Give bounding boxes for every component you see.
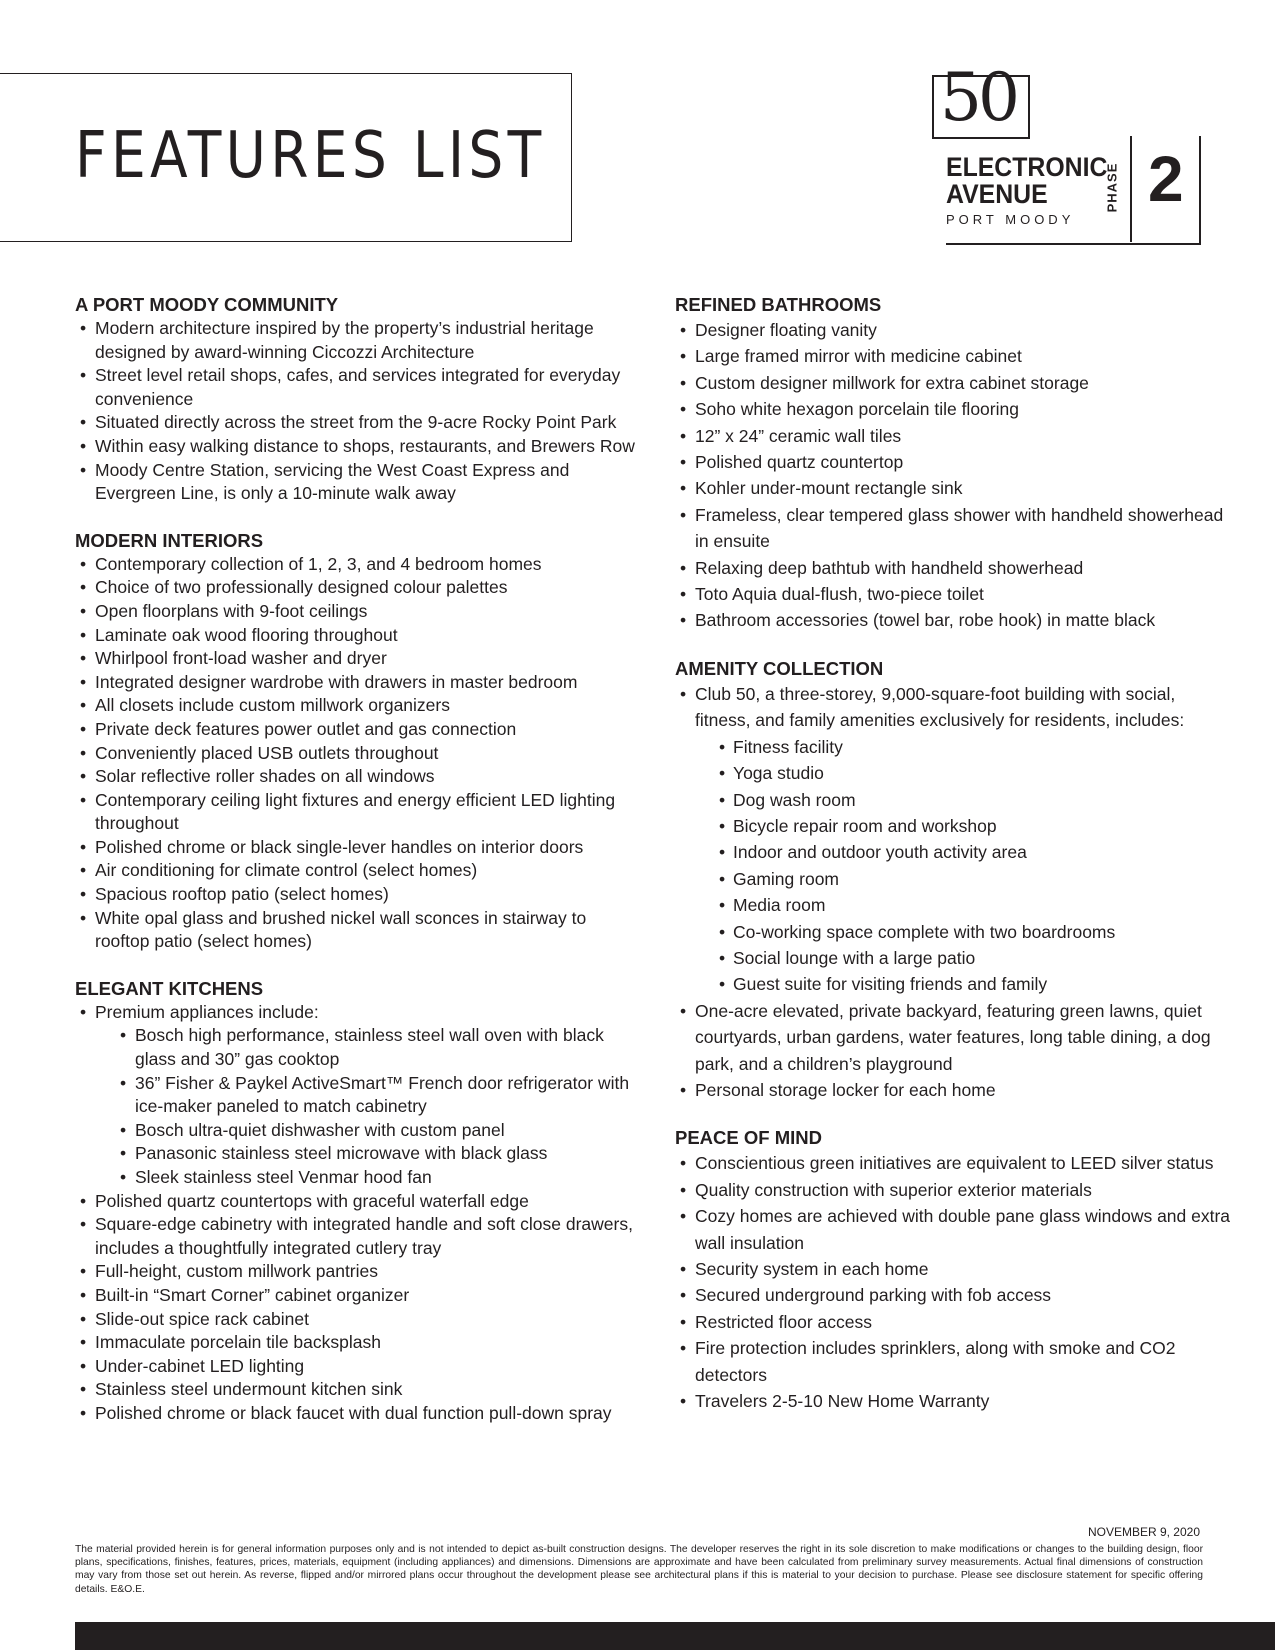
feature-item: • Situated directly across the street from the 9-acre Rocky Point Park [75,411,635,435]
feature-item: • 12” x 24” ceramic wall tiles [675,423,1235,449]
feature-item: • Polished chrome or black faucet with dual function pull-down spray [75,1402,635,1426]
feature-item: • Secured underground parking with fob access [675,1282,1235,1308]
feature-section [75,529,635,954]
feature-list [75,553,635,954]
feature-item: • Designer floating vanity [675,317,1235,343]
feature-item: • White opal glass and brushed nickel wall sconces in stairway to rooftop patio (select homes) [75,907,635,954]
brand-logo [932,59,1202,245]
feature-item: • Soho white hexagon porcelain tile flooring [675,396,1235,422]
footer-bar [75,1622,1275,1650]
logo-phase-divider [1130,136,1132,242]
feature-item: • Within easy walking distance to shops, restaurants, and Brewers Row [75,435,635,459]
document-date: NOVEMBER 9, 2020 [1087,1525,1200,1539]
logo-line-avenue: AVENUE [946,179,1048,209]
section-title: ELEGANT KITCHENS [75,977,264,999]
section-title: AMENITY COLLECTION [675,657,884,679]
feature-item: • Spacious rooftop patio (select homes) [75,883,635,907]
feature-sub-item: • Panasonic stainless steel microwave with black glass [75,1142,635,1166]
feature-item: • Relaxing deep bathtub with handheld showerhead [675,555,1235,581]
section-title: MODERN INTERIORS [75,529,264,551]
feature-item: • Toto Aquia dual-flush, two-piece toilet [675,581,1235,607]
feature-item: • Frameless, clear tempered glass shower with handheld showerhead in ensuite [675,502,1235,555]
feature-item: • Contemporary collection of 1, 2, 3, and 4 bedroom homes [75,553,635,577]
logo-phase-word: PHASE [1104,162,1120,213]
feature-item: • Slide-out spice rack cabinet [75,1308,635,1332]
feature-sub-item: • Bicycle repair room and workshop [675,813,1235,839]
feature-item: • Moody Centre Station, servicing the West Coast Express and Evergreen Line, is only a 10-minute walk away [75,459,635,506]
feature-sub-item: • Sleek stainless steel Venmar hood fan [75,1166,635,1190]
feature-item: • Contemporary ceiling light fixtures and energy efficient LED lighting throughout [75,789,635,836]
logo-line-electronic: ELECTRONIC [946,152,1108,182]
feature-sub-item: • Co-working space complete with two boardrooms [675,919,1235,945]
disclaimer-text: The material provided herein is for general information purposes only and is not intended to depict as-built construction designs. The developer reserves the right in its sole discretion to make modifications or changes to the building design, floor plans, specifications, finishes, features, prices, materials, equipment (including appliances) and dimensions. Dimensions are approximate and have been calculated from preliminary survey measurements. Actual final dimensions of construction may vary from those set out herein. As reverse, flipped and/or mirrored plans occur throughout the development please see architectural plans if this is material to your decision to purchase. Please see disclosure statement for specific offering details. E&O.E. [75,1544,1203,1595]
section-title: REFINED BATHROOMS [675,294,882,315]
feature-list [75,1001,635,1426]
logo-number: 50 [940,59,1016,136]
feature-sub-item: • 36” Fisher & Paykel ActiveSmart™ French door refrigerator with ice-maker paneled to match cabinetry [75,1072,635,1119]
feature-item: • Fire protection includes sprinklers, along with smoke and CO2 detectors [675,1335,1235,1388]
feature-item: • Conscientious green initiatives are equivalent to LEED silver status [675,1150,1235,1176]
feature-item: • Immaculate porcelain tile backsplash [75,1331,635,1355]
feature-item: • Polished quartz countertops with graceful waterfall edge [75,1190,635,1214]
feature-section [675,657,1235,1104]
feature-list [675,1150,1235,1414]
logo-number-box [932,59,1030,139]
feature-item: • Square-edge cabinetry with integrated handle and soft close drawers, includes a thoughtfully integrated cutlery tray [75,1213,635,1260]
feature-item: • Polished chrome or black single-lever handles on interior doors [75,836,635,860]
feature-item: • One-acre elevated, private backyard, featuring green lawns, quiet courtyards, urban gardens, water features, long table dining, a dog park, and a children’s playground [675,998,1235,1077]
feature-sub-item: • Guest suite for visiting friends and family [675,971,1235,997]
feature-item: • Integrated designer wardrobe with drawers in master bedroom [75,671,635,695]
feature-section [675,293,1235,634]
feature-sub-item: • Yoga studio [675,760,1235,786]
feature-item: • Quality construction with superior exterior materials [675,1177,1235,1203]
feature-item: • Bathroom accessories (towel bar, robe hook) in matte black [675,607,1235,633]
feature-item: • Under-cabinet LED lighting [75,1355,635,1379]
right-column [675,293,1235,1437]
feature-item: • Air conditioning for climate control (select homes) [75,859,635,883]
section-title: PEACE OF MIND [675,1127,822,1149]
feature-sub-item: • Gaming room [675,866,1235,892]
page-title: FEATURES LIST [75,119,546,193]
feature-item: • Club 50, a three-storey, 9,000-square-foot building with social, fitness, and family amenities exclusively for residents, includes: [675,681,1235,734]
feature-section [75,977,635,1426]
feature-item: • Cozy homes are achieved with double pane glass windows and extra wall insulation [675,1203,1235,1256]
feature-item: • Travelers 2-5-10 New Home Warranty [675,1388,1235,1414]
feature-item: • Kohler under-mount rectangle sink [675,475,1235,501]
feature-item: • Private deck features power outlet and gas connection [75,718,635,742]
feature-sub-item: • Social lounge with a large patio [675,945,1235,971]
feature-item: • Built-in “Smart Corner” cabinet organizer [75,1284,635,1308]
feature-item: • Personal storage locker for each home [675,1077,1235,1103]
feature-item: • Stainless steel undermount kitchen sink [75,1378,635,1402]
feature-item: • Large framed mirror with medicine cabinet [675,343,1235,369]
feature-item: • Premium appliances include: [75,1001,635,1025]
feature-sub-item: • Media room [675,892,1235,918]
feature-section [675,1126,1235,1414]
feature-item: • Conveniently placed USB outlets throughout [75,742,635,766]
feature-item: • Polished quartz countertop [675,449,1235,475]
feature-sub-item: • Fitness facility [675,734,1235,760]
feature-list [75,317,635,506]
feature-sub-item: • Bosch high performance, stainless steel wall oven with black glass and 30” gas cooktop [75,1024,635,1071]
feature-item: • Restricted floor access [675,1309,1235,1335]
feature-item: • Full-height, custom millwork pantries [75,1260,635,1284]
feature-item: • Laminate oak wood flooring throughout [75,624,635,648]
left-column [75,293,635,1449]
feature-section [75,293,635,506]
feature-item: • Security system in each home [675,1256,1235,1282]
feature-item: • Open floorplans with 9-foot ceilings [75,600,635,624]
feature-item: • Choice of two professionally designed colour palettes [75,576,635,600]
feature-item: • Street level retail shops, cafes, and services integrated for everyday convenience [75,364,635,411]
feature-sub-item: • Bosch ultra-quiet dishwasher with custom panel [75,1119,635,1143]
feature-item: • Modern architecture inspired by the property’s industrial heritage designed by award-winning Ciccozzi Architecture [75,317,635,364]
feature-item: • Solar reflective roller shades on all windows [75,765,635,789]
feature-sub-item: • Dog wash room [675,787,1235,813]
feature-sub-item: • Indoor and outdoor youth activity area [675,839,1235,865]
feature-item: • Custom designer millwork for extra cabinet storage [675,370,1235,396]
feature-item: • All closets include custom millwork organizers [75,694,635,718]
logo-phase-number: 2 [1148,143,1184,215]
feature-list [675,317,1235,634]
logo-line-location: PORT MOODY [946,212,1075,227]
section-title: A PORT MOODY COMMUNITY [75,294,339,315]
feature-list [675,681,1235,1104]
feature-item: • Whirlpool front-load washer and dryer [75,647,635,671]
